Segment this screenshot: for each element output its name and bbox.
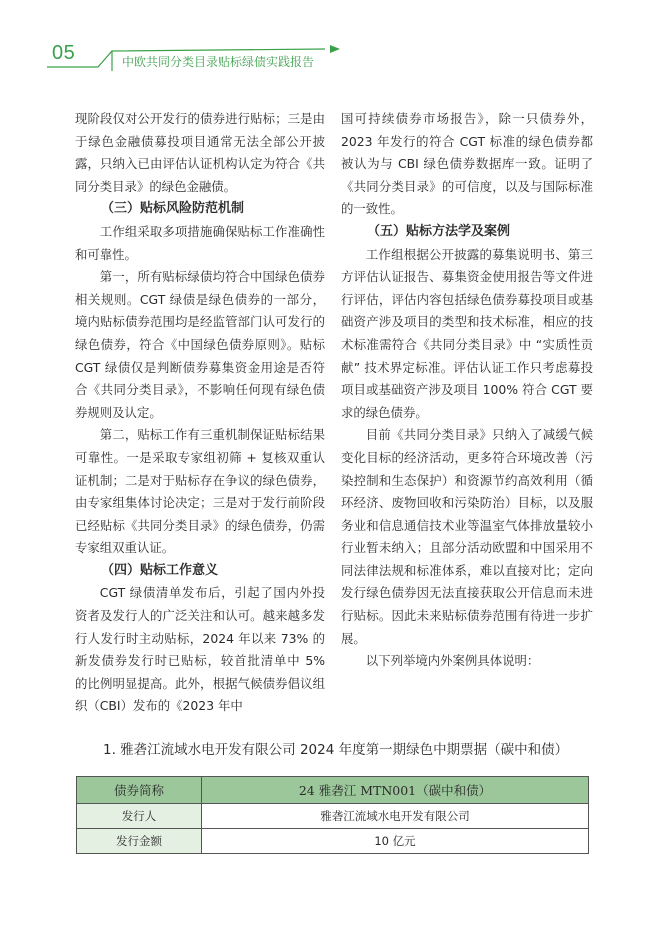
section-heading: （五）贴标方法学及案例 [367,223,511,239]
table-row [77,804,589,829]
paragraph: 工作组根据公开披露的募集说明书、第三方评估认证报告、募集资金使用报告等文件进行评估，评估内容包括绿色债券募投项目或基础资产涉及项目的类型和技术标准，相应的技术标准需符合《共同分类目录》中 “实质性贡献” 技术界定标准。评估认证工作只考虑募投项目或基础资产涉及项目 100% 符合 CGT 要求的绿色债券。 [341,246,593,420]
page-number: 05 [52,42,76,64]
page-header [0,0,665,80]
case-title: 1. 雅砻江流域水电开发有限公司 2024 年度第一期绿色中期票据（碳中和债） [103,742,569,758]
running-title: 中欧共同分类目录贴标绿债实践报告 [122,55,315,69]
table-key-cell: 发行金额 [77,829,202,854]
left-column [75,108,325,718]
header-arrow-icon [330,45,340,53]
table-key-cell: 发行人 [77,804,202,829]
paragraph: 国可持续债券市场报告》，除一只债券外，2023 年发行的符合 CGT 标准的绿色债券都被认为与 CBI 绿色债券数据库一致。证明了《共同分类目录》的可信度，以及与国际标准的一致性。 [341,111,593,217]
paragraph: CGT 绿债清单发布后，引起了国内外投资者及发行人的广泛关注和认可。越来越多发行人发行时主动贴标，2024 年以来 73% 的新发债券发行时已贴标，较首批清单中 5% 的比例明显提高。此外，根据气候债券倡议组织（CBI）发布的《2023 年中 [75,585,325,714]
header-decoration [0,0,665,80]
table-value-cell: 10 亿元 [202,829,589,854]
right-column [341,108,593,673]
bond-info-table [76,776,589,854]
table-value-cell: 24 雅砻江 MTN001（碳中和债） [202,777,589,804]
section-heading: （三）贴标风险防范机制 [101,201,245,217]
paragraph: 工作组采取多项措施确保贴标工作准确性和可靠性。 [75,223,325,262]
table-row [77,829,589,854]
paragraph: 第二，贴标工作有三重机制保证贴标结果可靠性。一是采取专家组初筛 + 复核双重认证机制；二是对于贴标存在争议的绿色债券，由专家组集体讨论决定；三是对于发行前阶段已经贴标《共同分类目录》的绿色债券，仍需专家组双重认证。 [75,427,325,556]
paragraph: 现阶段仅对公开发行的债券进行贴标；三是由于绿色金融债募投项目通常无法全部公开披露，只纳入已由评估认证机构认定为符合《共同分类目录》的绿色金融债。 [75,111,325,194]
section-heading: （四）贴标工作意义 [101,562,219,578]
paragraph: 第一，所有贴标绿债均符合中国绿色债券相关规则。CGT 绿债是绿色债券的一部分，境内贴标债券范围均是经监管部门认可发行的绿色债券，符合《中国绿色债券原则》。贴标 CGT 绿债仅是判断债券募集资金用途是否符合《共同分类目录》，不影响任何现有绿色债券规则及认定。 [75,269,325,420]
table-value-cell: 雅砻江流域水电开发有限公司 [202,804,589,829]
paragraph: 以下列举境内外案例具体说明： [365,653,540,669]
paragraph: 目前《共同分类目录》只纳入了减缓气候变化目标的经济活动，更多符合环境改善（污染控制和生态保护）和资源节约高效利用（循环经济、废物回收和污染防治）目标，以及服务业和信息通信技术业等温室气体排放量较小行业暂未纳入；且部分活动欧盟和中国采用不同法律法规和标准体系，难以直接对比；定向发行绿色债券因无法直接获取公开信息而未进行贴标。因此未来贴标债券范围有待进一步扩展。 [341,427,593,646]
table-key-cell: 债券简称 [77,777,202,804]
table-header-row [77,777,589,804]
